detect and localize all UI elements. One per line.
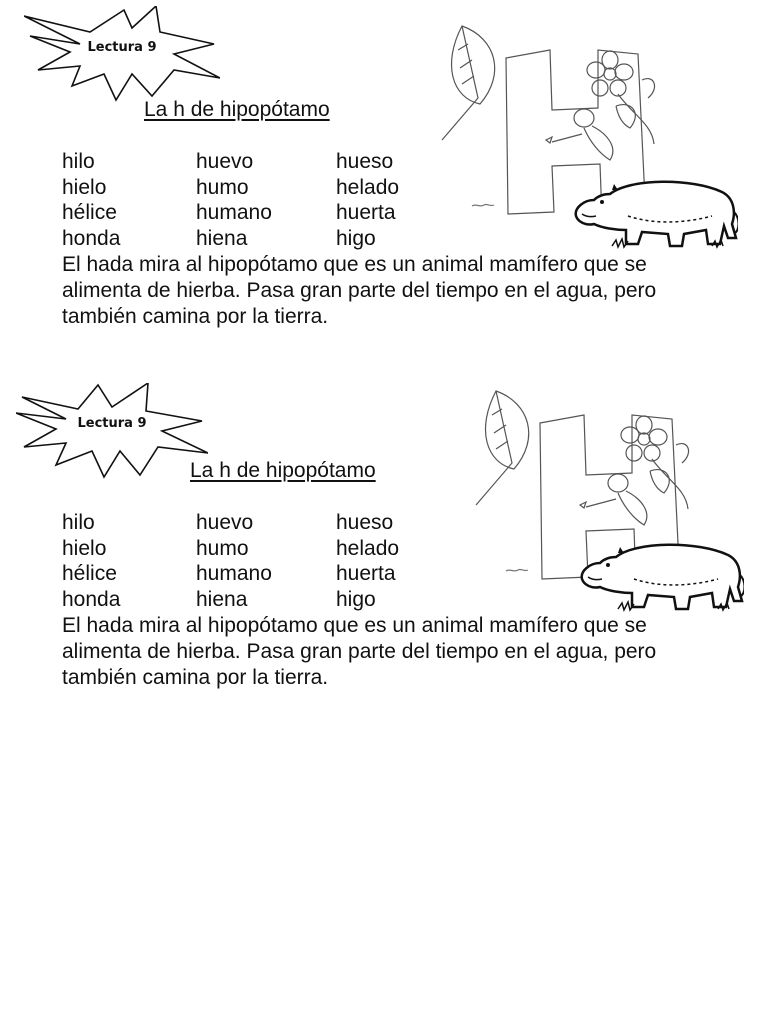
word: humo <box>196 175 249 199</box>
starburst-shape <box>16 383 208 479</box>
word: hielo <box>62 536 107 560</box>
word: hilo <box>62 150 95 173</box>
reading-paragraph: El hada mira al hipopótamo que es un animal mamífero que se alimenta de hierba. Pasa gran parte del tiempo en el agua, pero también camina por la tierra. <box>62 253 657 328</box>
word: huevo <box>196 150 254 173</box>
hippo-illustration <box>578 539 744 621</box>
word: hueso <box>336 511 394 534</box>
word: hélice <box>62 562 117 586</box>
reading-paragraph: El hada mira al hipopótamo que es un animal mamífero que se alimenta de hierba. Pasa gran parte del tiempo en el agua, pero también camina por la tierra. <box>62 614 657 689</box>
reading-card <box>0 361 768 721</box>
word: hélice <box>62 201 117 225</box>
reading-title: La h de hipopótamo <box>190 459 376 482</box>
word: hiena <box>196 588 248 612</box>
word: honda <box>62 227 121 251</box>
reading-title: La h de hipopótamo <box>144 98 330 121</box>
word: helado <box>336 175 400 199</box>
word: humano <box>196 562 272 586</box>
word: hueso <box>336 150 394 173</box>
word: huerta <box>336 562 396 586</box>
word: hilo <box>62 511 95 534</box>
hippo-illustration <box>572 176 738 258</box>
word: helado <box>336 536 400 560</box>
badge-label: Lectura 9 <box>87 40 157 55</box>
word: hiena <box>196 227 248 251</box>
starburst-badge <box>16 383 208 479</box>
word: humano <box>196 201 272 225</box>
starburst-badge <box>24 6 220 102</box>
word: hielo <box>62 175 107 199</box>
word: huevo <box>196 511 254 534</box>
word: honda <box>62 588 121 612</box>
reading-card <box>0 0 768 360</box>
word: higo <box>336 588 376 612</box>
word: huerta <box>336 201 396 225</box>
word: higo <box>336 227 376 251</box>
badge-label: Lectura 9 <box>77 416 147 431</box>
word: humo <box>196 536 249 560</box>
